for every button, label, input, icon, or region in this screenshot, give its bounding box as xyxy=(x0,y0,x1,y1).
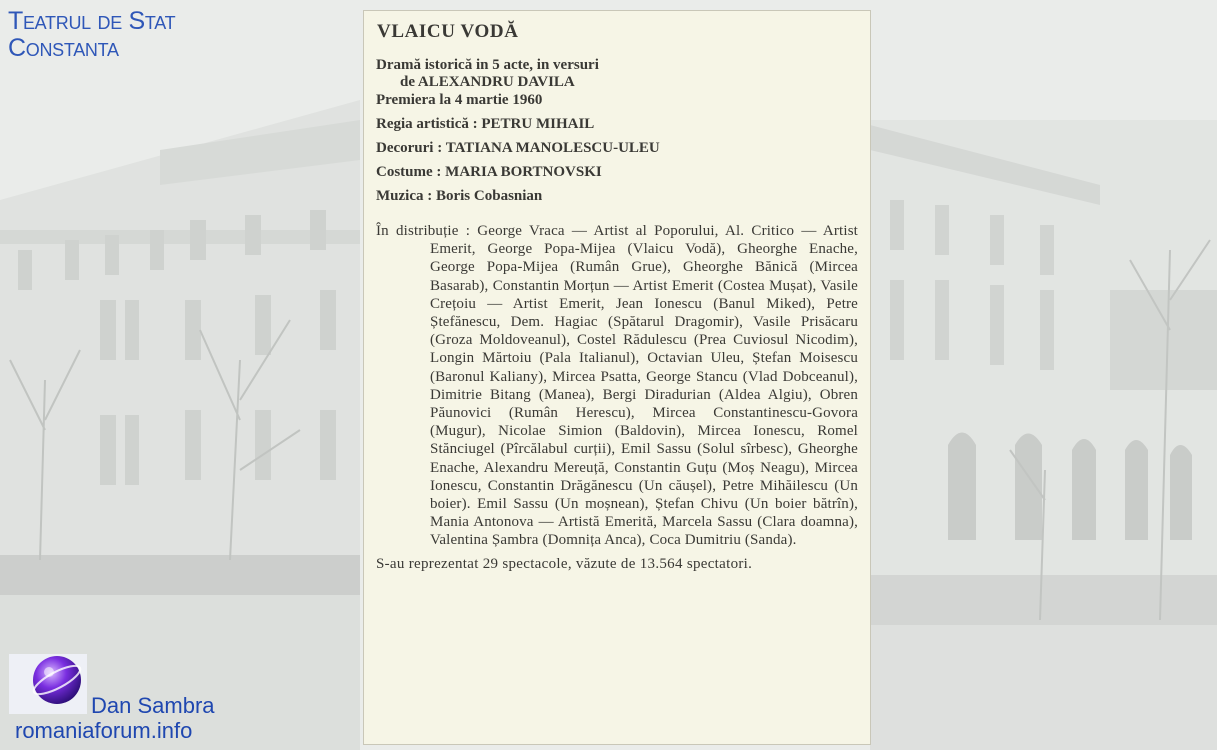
play-title: VLAICU VODĂ xyxy=(377,21,519,42)
cast-list: În distribuție : George Vraca — Artist al Poporului, Al. Critico — Artist Emerit, George Popa-Mijea (Vlaicu Vodă), Gheorghe Enache, George Popa-Mijea (Rumân Grue), Gheorghe Bănică (Mircea Basarab), Constantin Morțun — Artist Emerit (Costea Mușat), Vasile Crețoiu — Artist Emerit, Jean Ionescu (Banul Miked), Petre Ștefănescu, Dem. Hagiac (Spătarul Dragomir), Vasile Prisăcaru (Groza Moldoveanul), Costel Rădulescu (Prea Cuviosul Nicodim), Longin Mărtoiu (Pala Italianul), Octavian Uleu, Ștefan Moisescu (Baronul Kaliany), Mircea Psatta, George Stancu (Vlad Dobceanul), Dimitrie Bitang (Manea), Bergi Diradurian (Aldea Algiu), Obren Păunovici (Rumân Herescu), Mircea Constantinescu-Govora (Mugur), Nicolae Simion (Baldovin), Mircea Ionescu, Romel Stănciugel (Pîrcălabul curții), Emil Sassu (Solul sîrbesc), Gheorghe Enache, Alexandru Mereuță, Constantin Guțu (Moș Neagu), Mircea Ionescu, Constantin Drăgănescu (Un căușel), Petre Mihăilescu (Un boier). Emil Sassu (Un moșnean), Ștefan Chivu (Un boier bătrîn), Mania Antonova — Artistă Emerită, Marcela Sassu (Clara doamna), Valentina Șambra (Domnița Anca), Coca Dumitriu (Sanda). xyxy=(376,223,858,549)
director-credit: Regia artistică : PETRU MIHAIL xyxy=(376,116,595,132)
sets-credit: Decoruri : TATIANA MANOLESCU-ULEU xyxy=(376,140,660,156)
credit-block xyxy=(15,693,215,743)
theatre-watermark xyxy=(8,8,175,62)
subtitle-line-1: Dramă istorică in 5 acte, in versuri xyxy=(376,57,599,73)
play-subtitle xyxy=(376,55,858,90)
playbill-document xyxy=(363,10,871,745)
performance-count: S-au reprezentat 29 spectacole, văzute de 13.564 spectatori. xyxy=(376,555,753,572)
watermark-line-1: Teatrul de Stat xyxy=(8,7,176,35)
music-credit: Muzica : Boris Cobasnian xyxy=(376,188,543,204)
credit-site: romaniaforum.info xyxy=(15,718,193,743)
credit-name: Dan Sambra xyxy=(91,693,215,718)
subtitle-line-2: de ALEXANDRU DAVILA xyxy=(400,74,575,90)
costumes-credit: Costume : MARIA BORTNOVSKI xyxy=(376,164,602,180)
watermark-line-2: Constanta xyxy=(8,34,119,62)
production-details xyxy=(376,55,858,207)
premiere-date: Premiera la 4 martie 1960 xyxy=(376,92,543,108)
